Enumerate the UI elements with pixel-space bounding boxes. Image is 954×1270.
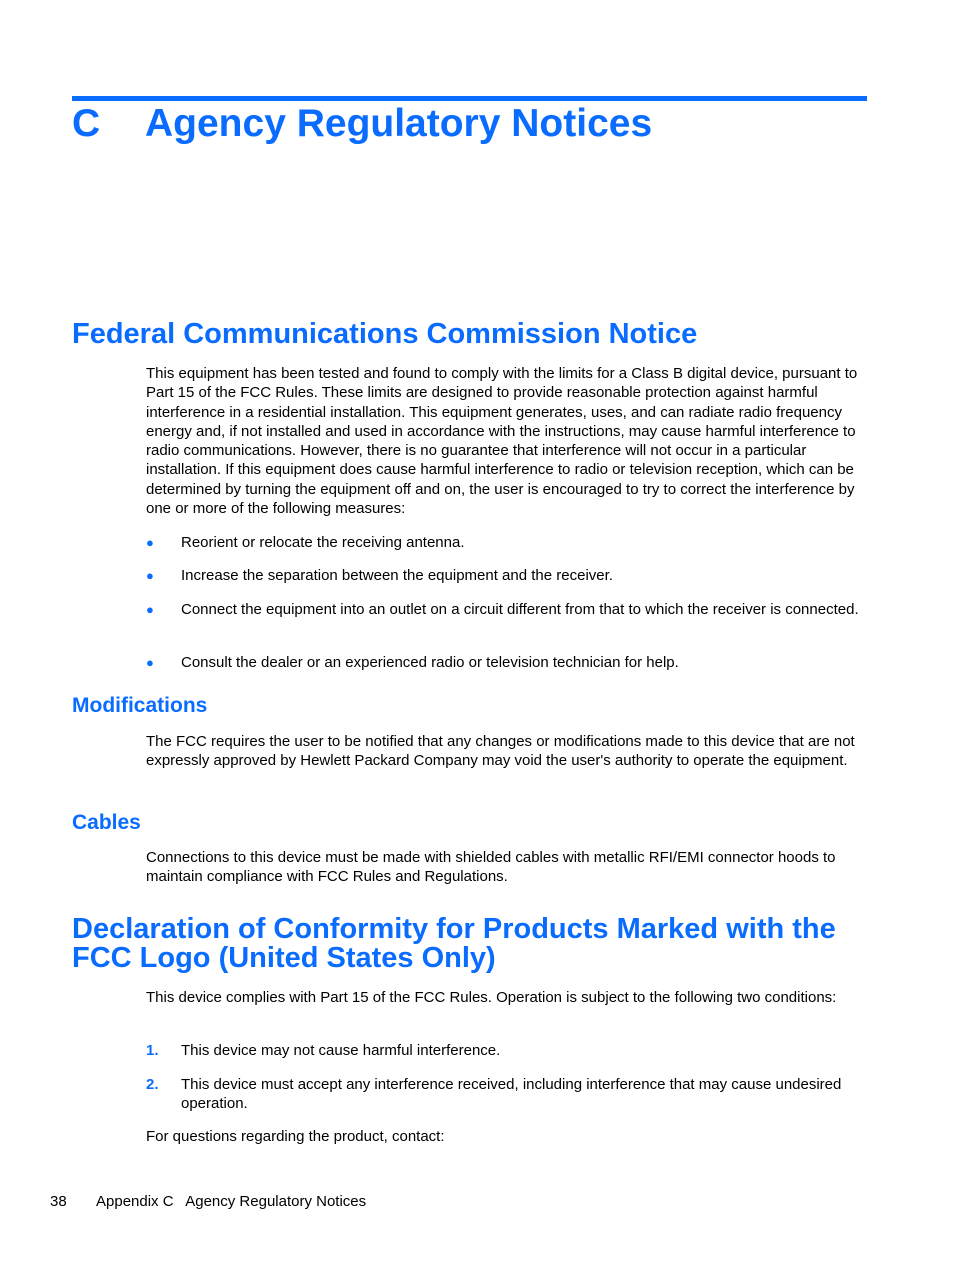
cables-heading: Cables [72,811,141,834]
page-footer [50,1192,366,1211]
list-number: 2. [146,1076,159,1093]
fcc-notice-heading: Federal Communications Commission Notice [72,318,698,350]
fcc-notice-intro: This equipment has been tested and found to comply with the limits for a Class B digital device, pursuant to Part 15 of the FCC Rules. These limits are designed to provide reasonable protection against harmful interference in a residential installation. This equipment generates, uses, and can radiate radio frequency energy and, if not installed and used in accordance with the instructions, may cause harmful interference to radio communications. However, there is no guarantee that interference will not occur in a particular installation. If this equipment does cause harmful interference to radio or television reception, which can be determined by turning the equipment off and on, the user is encouraged to try to correct the interference by one or more of the following measures: [146,365,858,518]
condition-text: This device must accept any interference received, including interference that may cause undesired operation. [181,1076,842,1113]
bullet-icon: ● [146,602,154,617]
page-number: 38 [50,1193,67,1210]
chapter-title-text: Agency Regulatory Notices [145,102,653,145]
list-item [146,600,871,619]
footer-section-label: Appendix C Agency Regulatory Notices [96,1193,367,1210]
list-item [146,653,871,672]
measure-text: Increase the separation between the equipment and the receiver. [181,567,613,584]
declaration-heading-line2: FCC Logo (United States Only) [72,942,496,974]
measure-text: Consult the dealer or an experienced radio or television technician for help. [181,654,679,671]
measure-text: Connect the equipment into an outlet on a circuit different from that to which the receiver is connected. [181,601,859,618]
list-item [146,566,871,585]
bullet-icon: ● [146,535,154,550]
list-item [146,1075,871,1114]
modifications-text: The FCC requires the user to be notified that any changes or modifications made to this device that are not expressly approved by Hewlett Packard Company may void the user's authority to operate the equipment. [146,733,855,770]
list-item [146,1041,871,1060]
cables-text: Connections to this device must be made with shielded cables with metallic RFI/EMI connector hoods to maintain compliance with FCC Rules and Regulations. [146,849,836,886]
measure-text: Reorient or relocate the receiving antenna. [181,534,465,551]
modifications-heading: Modifications [72,694,208,717]
chapter-title [72,100,652,148]
contact-text: For questions regarding the product, contact: [146,1128,445,1145]
bullet-icon: ● [146,568,154,583]
declaration-heading [72,915,836,973]
declaration-heading-line1: Declaration of Conformity for Products Marked with the [72,913,836,945]
bullet-icon: ● [146,655,154,670]
condition-text: This device may not cause harmful interference. [181,1042,501,1059]
list-item [146,533,871,552]
list-number: 1. [146,1042,159,1059]
chapter-letter: C [72,102,101,145]
declaration-intro: This device complies with Part 15 of the FCC Rules. Operation is subject to the following two conditions: [146,989,837,1006]
